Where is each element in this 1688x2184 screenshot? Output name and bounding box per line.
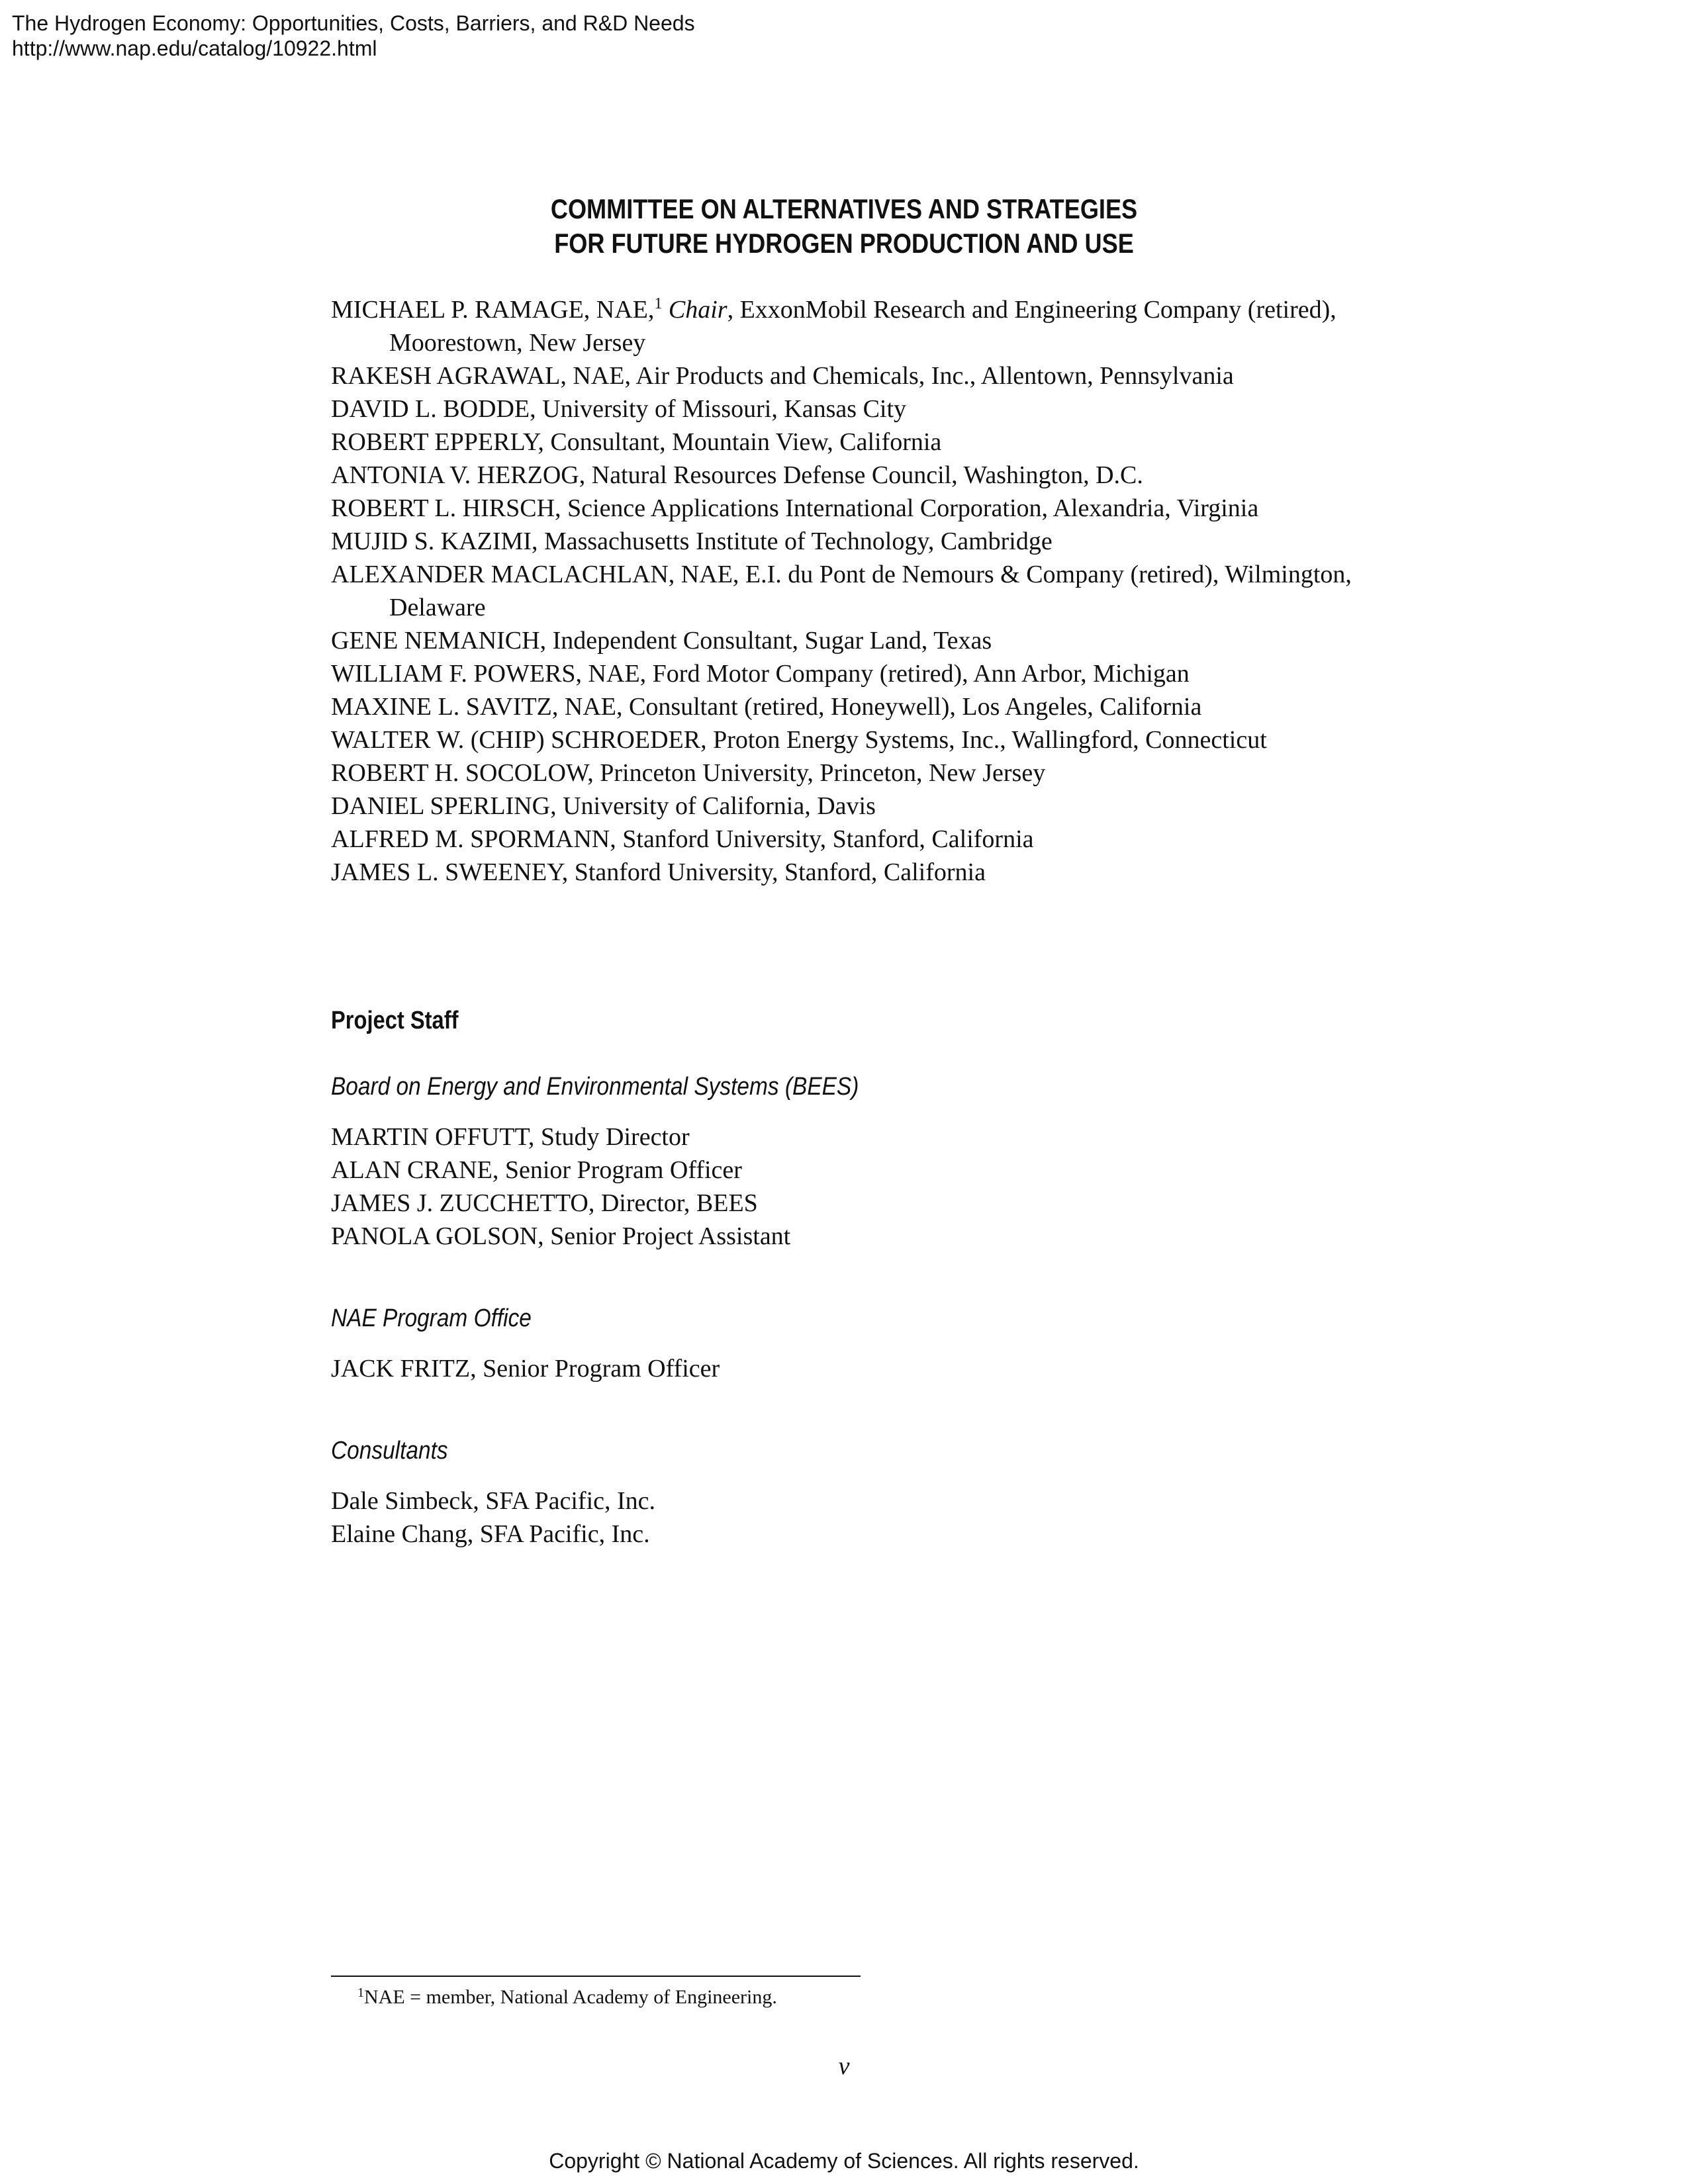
committee-member: WILLIAM F. POWERS, NAE, Ford Motor Company (retired), Ann Arbor, Michigan [331, 660, 1190, 688]
staff-member: JACK FRITZ, Senior Program Officer [331, 1355, 720, 1383]
committee-member: RAKESH AGRAWAL, NAE, Air Products and Chemicals, Inc., Allentown, Pennsylvania [331, 362, 1234, 390]
staff-member: PANOLA GOLSON, Senior Project Assistant [331, 1222, 791, 1250]
consultants-list [331, 1484, 655, 1551]
committee-member: MUJID S. KAZIMI, Massachusetts Institute of Technology, Cambridge [331, 527, 1053, 555]
nae-staff-list [331, 1352, 720, 1385]
committee-member-list [331, 293, 1390, 889]
committee-member: GENE NEMANICH, Independent Consultant, Sugar Land, Texas [331, 627, 992, 655]
consultants-heading: Consultants [331, 1437, 448, 1465]
committee-member: MAXINE L. SAVITZ, NAE, Consultant (retired, Honeywell), Los Angeles, California [331, 693, 1202, 721]
committee-title-line-1: COMMITTEE ON ALTERNATIVES AND STRATEGIES [550, 193, 1138, 224]
committee-chair [331, 293, 1390, 359]
chair-name: MICHAEL P. RAMAGE, NAE, [331, 296, 655, 324]
committee-member: DANIEL SPERLING, University of California, Davis [331, 792, 876, 820]
chair-affiliation: , ExxonMobil Research and Engineering Company (retired), Moorestown, New Jersey [389, 296, 1336, 357]
committee-member: JAMES L. SWEENEY, Stanford University, Stanford, California [331, 858, 986, 886]
committee-title [118, 192, 1570, 261]
footnote-divider [331, 1976, 861, 1977]
document-title: The Hydrogen Economy: Opportunities, Costs, Barriers, and R&D Needs [12, 11, 695, 35]
running-head [12, 11, 695, 61]
nae-program-office-heading: NAE Program Office [331, 1304, 532, 1332]
chair-role: Chair [668, 296, 727, 324]
bees-staff-list [331, 1120, 790, 1253]
committee-member: DAVID L. BODDE, University of Missouri, Kansas City [331, 395, 907, 423]
staff-member: ALAN CRANE, Senior Program Officer [331, 1156, 742, 1184]
footnote-text: NAE = member, National Academy of Engineering. [364, 1986, 777, 2008]
committee-member: ROBERT L. HIRSCH, Science Applications International Corporation, Alexandria, Virginia [331, 494, 1259, 522]
consultant: Dale Simbeck, SFA Pacific, Inc. [331, 1487, 656, 1515]
staff-member: MARTIN OFFUTT, Study Director [331, 1123, 690, 1151]
bees-heading: Board on Energy and Environmental Systems (BEES) [331, 1073, 859, 1101]
copyright-notice: Copyright © National Academy of Sciences. All rights reserved. [549, 2149, 1139, 2173]
committee-member: ROBERT H. SOCOLOW, Princeton University, Princeton, New Jersey [331, 759, 1046, 787]
committee-member: ALEXANDER MACLACHLAN, NAE, E.I. du Pont de Nemours & Company (retired), Wilmington, Delaware [331, 561, 1352, 621]
staff-member: JAMES J. ZUCCHETTO, Director, BEES [331, 1189, 758, 1217]
page-number: v [838, 2052, 850, 2080]
committee-member: ALFRED M. SPORMANN, Stanford University, Stanford, California [331, 825, 1034, 853]
committee-title-line-2: FOR FUTURE HYDROGEN PRODUCTION AND USE [554, 228, 1134, 259]
footnote-reference: 1 [654, 295, 663, 312]
committee-member: ANTONIA V. HERZOG, Natural Resources Defense Council, Washington, D.C. [331, 461, 1143, 489]
consultant: Elaine Chang, SFA Pacific, Inc. [331, 1520, 650, 1548]
project-staff-heading: Project Staff [331, 1007, 459, 1034]
footnote-marker: 1 [357, 1985, 364, 2000]
committee-member: ROBERT EPPERLY, Consultant, Mountain View, California [331, 428, 942, 456]
footnote [357, 1984, 777, 2011]
document-url[interactable]: http://www.nap.edu/catalog/10922.html [12, 36, 377, 60]
committee-member: WALTER W. (CHIP) SCHROEDER, Proton Energy Systems, Inc., Wallingford, Connecticut [331, 726, 1267, 754]
